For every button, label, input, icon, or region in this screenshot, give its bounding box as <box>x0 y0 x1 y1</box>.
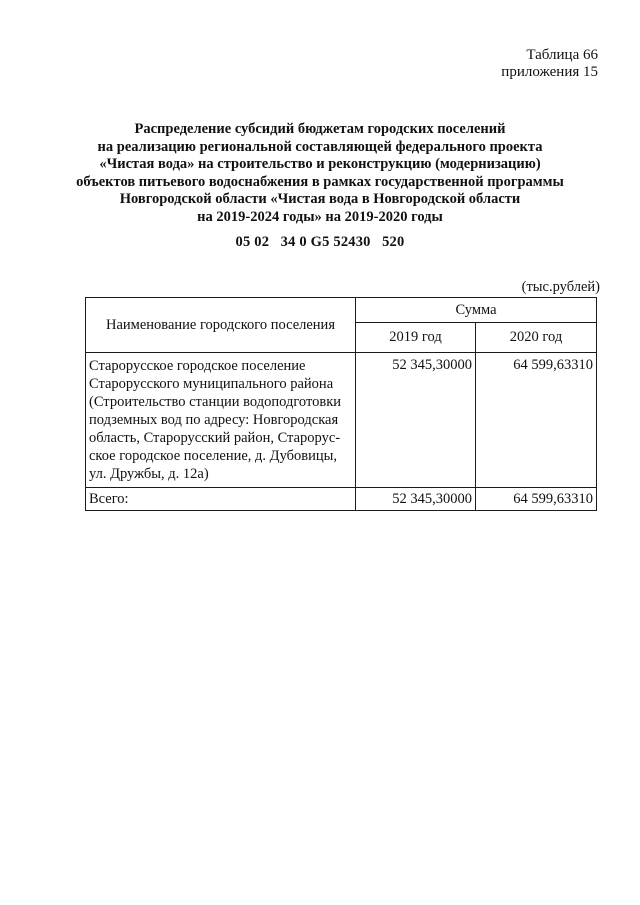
title-line: Новгородской области «Чистая вода в Новгородской области <box>119 191 521 208</box>
settlement-name-line: подземных вод по адресу: Новгородская <box>89 412 339 428</box>
document-title <box>40 121 600 227</box>
table-number: Таблица 66 <box>526 47 598 63</box>
column-header-2020: 2020 год <box>476 323 597 353</box>
settlement-name-line: ское городское поселение, д. Дубовицы, <box>89 448 337 464</box>
settlement-name-line: (Строительство станции водоподготовки <box>89 394 342 410</box>
title-line: «Чистая вода» на строительство и реконструкцию (модернизацию) <box>99 156 541 173</box>
title-line: на реализацию региональной составляющей федерального проекта <box>97 138 543 155</box>
settlement-name-line: ул. Дружбы, д. 12а) <box>89 466 209 482</box>
units-label: (тыс.рублей) <box>521 279 600 295</box>
table-row <box>86 353 597 488</box>
column-header-2019: 2019 год <box>356 323 476 353</box>
appendix-number: приложения 15 <box>501 64 598 80</box>
column-header-sum: Сумма <box>356 298 597 323</box>
title-line: на 2019-2024 годы» на 2019-2020 годы <box>197 208 443 225</box>
total-2019-cell: 52 345,30000 <box>356 488 476 511</box>
settlement-name-line: Старорусского муниципального района <box>89 376 334 392</box>
budget-classification-code: 05 02 34 0 G5 52430 520 <box>235 234 405 250</box>
settlement-name-line: Старорусское городское поселение <box>89 358 306 374</box>
title-line: Распределение субсидий бюджетам городских поселений <box>134 121 506 137</box>
column-header-settlement: Наименование городского поселения <box>86 298 356 353</box>
total-row <box>86 488 597 511</box>
total-2020-cell: 64 599,63310 <box>476 488 597 511</box>
total-label: Всего: <box>86 488 356 511</box>
subsidy-distribution-table <box>85 297 597 511</box>
title-line: объектов питьевого водоснабжения в рамках государственной программы <box>76 173 564 190</box>
table-header-row <box>86 298 597 323</box>
settlement-name-cell <box>86 353 356 488</box>
settlement-name-line: область, Старорусский район, Старорус- <box>89 430 341 446</box>
value-2020-cell: 64 599,63310 <box>476 353 597 488</box>
appendix-reference <box>501 47 598 81</box>
value-2019-cell: 52 345,30000 <box>356 353 476 488</box>
